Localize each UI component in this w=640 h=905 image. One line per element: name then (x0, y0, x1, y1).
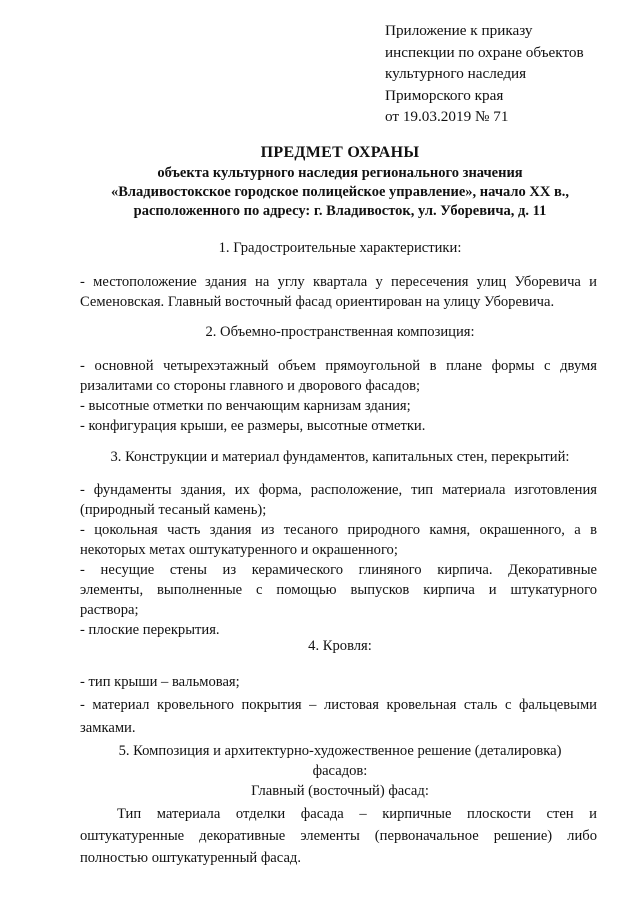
section-1-text (80, 272, 597, 312)
text-line: - цокольная часть здания из тесаного природного камня, окрашенного, а в (80, 522, 597, 538)
section-heading-5: 5. Композиция и архитектурно-художественное решение (деталировка) (118, 743, 562, 759)
text-line: оштукатуренные декоративные элементы (первоначальное решение) либо (80, 828, 597, 844)
section-3-text (80, 480, 597, 640)
text-line: элементы, выполненные с помощью выпусков кирпича и штукатурного (80, 582, 597, 598)
text-line: полностью оштукатуренный фасад. (80, 850, 301, 866)
text-line: раствора; (80, 602, 139, 618)
text-line: замками. (80, 720, 136, 736)
document-title (60, 142, 620, 221)
text-line: - плоские перекрытия. (80, 622, 220, 638)
appendix-date-line: от 19.03.2019 № 71 (385, 108, 509, 125)
text-line: - фундаменты здания, их форма, расположение, тип материала изготовления (80, 482, 597, 498)
text-line: - тип крыши – вальмовая; (80, 674, 240, 690)
appendix-header (385, 20, 630, 128)
title-subline: объекта культурного наследия регионального значения (157, 165, 523, 181)
section-heading-2: 2. Объемно-пространственная композиция: (205, 324, 475, 340)
section-heading-1: 1. Градостроительные характеристики: (218, 240, 462, 256)
section-2-text (80, 356, 597, 436)
section-4-text (80, 672, 597, 738)
section-heading-3: 3. Конструкции и материал фундаментов, капитальных стен, перекрытий: (110, 449, 570, 465)
section-heading-4: 4. Кровля: (308, 638, 372, 654)
text-line: некоторых метах оштукатуренного и окрашенного; (80, 542, 398, 558)
text-line: - несущие стены из керамического глиняного кирпича. Декоративные (80, 562, 597, 578)
section-heading-5-cont: фасадов: (312, 763, 368, 779)
section-5-text (80, 803, 597, 869)
title-subline: «Владивостокское городское полицейское управление», начало XX в., (110, 184, 570, 200)
text-line: (природный тесаный камень); (80, 502, 267, 518)
text-line: - материал кровельного покрытия – листовая кровельная сталь с фальцевыми (80, 697, 597, 713)
text-line: ризалитами со стороны главного и дворового фасадов; (80, 378, 421, 394)
appendix-line: Приложение к приказу (385, 22, 533, 39)
text-line: - местоположение здания на углу квартала у пересечения улиц Уборевича и (80, 274, 597, 290)
text-line: Тип материала отделки фасада – кирпичные плоскости стен и (117, 806, 597, 822)
appendix-line: культурного наследия (385, 65, 527, 82)
text-line: Семеновская. Главный восточный фасад ориентирован на улицу Уборевича. (80, 294, 555, 310)
appendix-line: Приморского края (385, 86, 504, 104)
text-line: - основной четырехэтажный объем прямоугольной в плане формы с двумя (80, 358, 597, 374)
title-subline: расположенного по адресу: г. Владивосток, ул. Уборевича, д. 11 (133, 203, 547, 219)
title-main: ПРЕДМЕТ ОХРАНЫ (260, 144, 420, 161)
subsection-heading: Главный (восточный) фасад: (251, 783, 429, 799)
text-line: - конфигурация крыши, ее размеры, высотные отметки. (80, 418, 426, 434)
appendix-line: инспекции по охране объектов (385, 43, 584, 61)
text-line: - высотные отметки по венчающим карнизам здания; (80, 398, 411, 414)
